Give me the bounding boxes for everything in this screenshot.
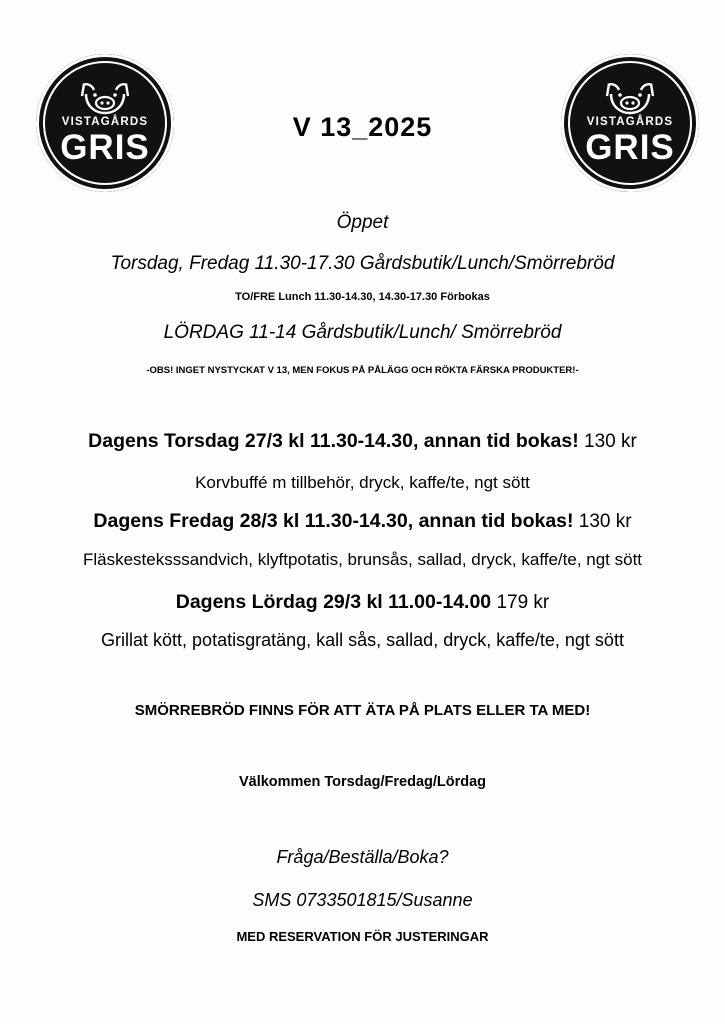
contact-question: Fråga/Beställa/Boka? — [276, 847, 449, 867]
page-title: V 13_2025 — [292, 112, 433, 142]
contact-sms: SMS 0733501815/Susanne — [252, 890, 473, 910]
opening-note-1: TO/FRE Lunch 11.30-14.30, 14.30-17.30 Förbokas — [235, 291, 490, 303]
day-friday-heading: Dagens Fredag 28/3 kl 11.30-14.30, annan tid bokas! — [93, 510, 574, 532]
logo-main-text: GRIS — [60, 127, 150, 167]
reservation-note: MED RESERVATION FÖR JUSTERINGAR — [236, 929, 489, 944]
smorrebrod-note: SMÖRREBRÖD FINNS FÖR ATT ÄTA PÅ PLATS ELLER TA MED! — [134, 702, 591, 719]
day-friday-heading-row — [0, 510, 725, 533]
day-thursday-heading-row — [0, 430, 725, 453]
opening-note-2: -OBS! INGET NYSTYCKAT V 13, MEN FOKUS PÅ PÅLÄGG OCH RÖKTA FÄRSKA PRODUKTER!- — [146, 365, 579, 376]
logo-top-text: VISTAGÅRDS — [586, 116, 674, 129]
day-saturday-heading-row — [0, 591, 725, 614]
day-thursday-heading: Dagens Torsdag 27/3 kl 11.30-14.30, annan tid bokas! — [88, 430, 579, 452]
day-thursday-description: Korvbuffé m tillbehör, dryck, kaffe/te, ngt sött — [195, 473, 530, 492]
day-saturday-heading: Dagens Lördag 29/3 kl 11.00-14.00 — [175, 591, 492, 613]
opening-heading: Öppet — [336, 212, 389, 233]
opening-line-2: LÖRDAG 11-14 Gårdsbutik/Lunch/ Smörrebröd — [163, 322, 562, 343]
logo-main-text: GRIS — [585, 127, 675, 167]
day-thursday-price: 130 kr — [584, 431, 637, 452]
opening-line-1: Torsdag, Fredag 11.30-17.30 Gårdsbutik/Lunch/Smörrebröd — [110, 253, 615, 274]
day-friday-description: Fläskesteksssandvich, klyftpotatis, brunsås, sallad, dryck, kaffe/te, ngt sött — [82, 550, 643, 569]
welcome-note: Välkommen Torsdag/Fredag/Lördag — [238, 774, 487, 790]
logo-top-text: VISTAGÅRDS — [61, 116, 149, 129]
day-saturday-description: Grillat kött, potatisgratäng, kall sås, sallad, dryck, kaffe/te, ngt sött — [101, 630, 624, 650]
day-saturday-price: 179 kr — [496, 592, 550, 613]
day-friday-price: 130 kr — [578, 511, 632, 532]
